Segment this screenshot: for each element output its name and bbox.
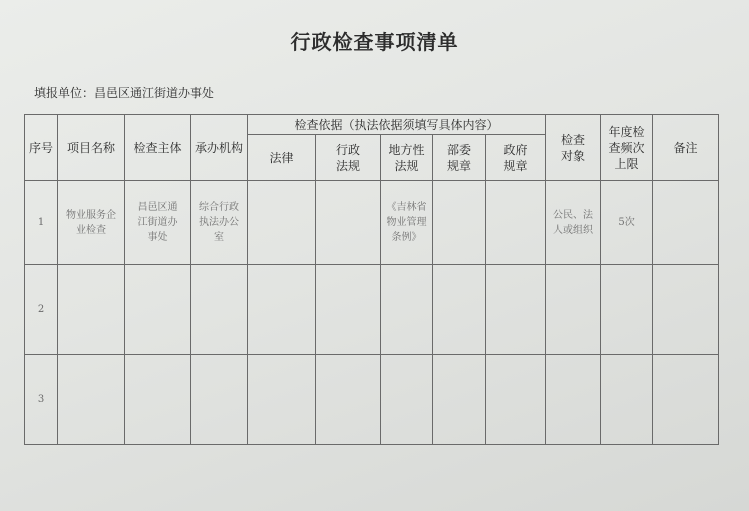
- row-2-remarks: [653, 265, 719, 355]
- row-1-government-rule: [486, 181, 546, 265]
- header-law: 法律: [248, 135, 316, 181]
- header-inspecting-body: 检查主体: [125, 115, 191, 181]
- row-3-remarks: [653, 355, 719, 445]
- row-1-inspecting-body-text: 昌邑区通江街道办事处: [137, 202, 178, 243]
- header-local-regulation-text: 地方性法规: [388, 142, 425, 173]
- header-target: [546, 115, 601, 181]
- row-2-inspecting-body: [125, 265, 191, 355]
- reporting-unit: 填报单位：昌邑区通江街道办事处: [34, 86, 215, 100]
- row-2-law: [248, 265, 316, 355]
- row-2-government-rule: [486, 265, 546, 355]
- header-government-rule-text: 政府规章: [503, 142, 528, 173]
- row-3-annual-frequency: [601, 355, 653, 445]
- document-title: 行政检查事项清单: [290, 30, 459, 54]
- header-annual-frequency-text: 年度检查频次上限: [608, 124, 645, 171]
- row-2-annual-frequency: [601, 265, 653, 355]
- header-government-rule: [486, 135, 546, 181]
- row-1-law: [248, 181, 316, 265]
- row-1-executing-agency: [191, 181, 248, 265]
- row-1-item-name: [58, 181, 125, 265]
- header-executing-agency: 承办机构: [191, 115, 248, 181]
- header-remarks: 备注: [653, 115, 719, 181]
- row-3-law: [248, 355, 316, 445]
- row-3-government-rule: [486, 355, 546, 445]
- header-item-name: 项目名称: [58, 115, 125, 181]
- table-row: [25, 181, 719, 265]
- row-1-local-regulation: [381, 181, 433, 265]
- header-basis-group: 检查依据（执法依据须填写具体内容）: [248, 115, 546, 135]
- row-2-target: [546, 265, 601, 355]
- header-seq: 序号: [25, 115, 58, 181]
- inspection-table: [24, 114, 719, 445]
- row-1-target: [546, 181, 601, 265]
- row-3-item-name: [58, 355, 125, 445]
- header-admin-regulation-text: 行政法规: [335, 142, 360, 173]
- row-3-executing-agency: [191, 355, 248, 445]
- row-1-admin-regulation: [316, 181, 381, 265]
- header-target-text: 检查对象: [561, 132, 586, 163]
- row-3-inspecting-body: [125, 355, 191, 445]
- table-row: [25, 355, 719, 445]
- row-1-local-regulation-text: 《吉林省物业管理条例》: [386, 202, 427, 243]
- header-local-regulation: [381, 135, 433, 181]
- row-3-ministerial-rule: [433, 355, 486, 445]
- row-1-ministerial-rule: [433, 181, 486, 265]
- header-annual-frequency: [601, 115, 653, 181]
- table-row: [25, 265, 719, 355]
- row-2-ministerial-rule: [433, 265, 486, 355]
- row-2-local-regulation: [381, 265, 433, 355]
- row-1-item-name-text: 物业服务企业检查: [66, 209, 116, 236]
- row-3-target: [546, 355, 601, 445]
- header-ministerial-rule: [433, 135, 486, 181]
- header-ministerial-rule-text: 部委规章: [446, 142, 471, 173]
- header-admin-regulation: [316, 135, 381, 181]
- row-1-executing-agency-text: 综合行政执法办公室: [199, 202, 239, 243]
- row-3-admin-regulation: [316, 355, 381, 445]
- row-1-inspecting-body: [125, 181, 191, 265]
- row-1-remarks: [653, 181, 719, 265]
- row-3-local-regulation: [381, 355, 433, 445]
- row-2-admin-regulation: [316, 265, 381, 355]
- row-1-target-text: 公民、法人或组织: [553, 209, 594, 236]
- row-1-annual-frequency: 5次: [601, 181, 653, 265]
- row-1-seq: 1: [25, 181, 58, 265]
- row-2-executing-agency: [191, 265, 248, 355]
- row-2-seq: 2: [25, 265, 58, 355]
- row-3-seq: 3: [25, 355, 58, 445]
- row-2-item-name: [58, 265, 125, 355]
